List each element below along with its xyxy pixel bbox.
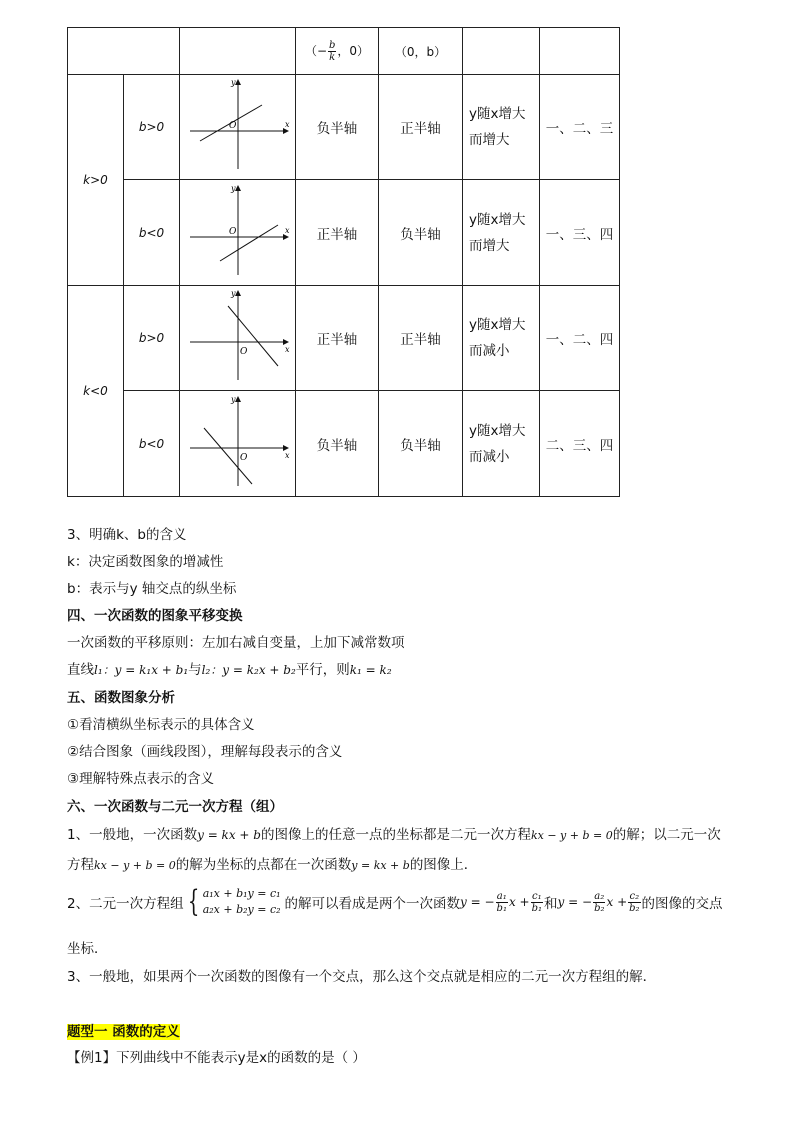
svg-text:y: y: [230, 183, 236, 193]
svg-text:O: O: [239, 347, 247, 357]
header-y-intercept: （0，b）: [379, 28, 463, 75]
linear-function-properties-table: [67, 27, 620, 497]
k-b-meaning-title: 3、明确k、b的含义: [67, 527, 187, 543]
b-label: b<0: [124, 391, 180, 497]
s6-point-3: 3、一般地，如果两个一次函数的图像有一个交点，那么这个交点就是相应的二元一次方程组的解．: [67, 969, 657, 985]
s6-point-2-line-1: 2、二元一次方程组 { a₁x + b₁y = c₁ a₂x + b₂y = c₂ 的解可以看成是两个一次函数 y = − $\frac{\text{a₁}}{\text{b₁}}$ x + $\frac{\text{c₁}}{\text{b₁}}$ 和 y = − $\frac{\text{a₂}}{\text{b₂}}$ x + $\frac{\text{c₂}}{\text{b₂}}$ 的图像的交点: [67, 884, 723, 919]
b-label: b<0: [124, 180, 180, 286]
k-meaning: k：决定函数图象的增减性: [67, 554, 224, 570]
translation-rule: 一次函数的平移原则：左加右减自变量，上加下减常数项: [67, 635, 405, 651]
svg-text:x: x: [284, 225, 290, 235]
section-6-title: 六、一次函数与二元一次方程（组）: [67, 799, 283, 815]
svg-text:x: x: [284, 345, 290, 354]
svg-text:O: O: [228, 226, 236, 237]
graph-cell: [180, 180, 296, 286]
b-meaning: b：表示与y 轴交点的纵坐标: [67, 581, 237, 597]
k-label-negative: k<0: [68, 286, 124, 497]
s6-point-1-line-2: 方程kx − y + b = 0的解为坐标的点都在一次函数y = kx + b的图像上．: [67, 857, 478, 873]
graph-cell: [180, 286, 296, 391]
s6-point-2-line-2: 坐标．: [67, 941, 108, 957]
header-cell-blank-1: [68, 28, 180, 75]
equation-system: { a₁x + b₁y = c₁ a₂x + b₂y = c₂: [187, 884, 281, 919]
quadrants: 二、三、四: [540, 391, 620, 497]
monotonicity: y随x增大 而减小: [463, 286, 540, 391]
s6-point-1-line-1: 1、一般地，一次函数y = kx + b的图像上的任意一点的坐标都是二元一次方程kx − y + b = 0的解；以二元一次: [67, 827, 721, 843]
graph-cell: [180, 391, 296, 497]
graph-cell: [180, 75, 296, 180]
svg-text:y: y: [230, 289, 236, 298]
section-5-title: 五、函数图象分析: [67, 690, 175, 706]
graph-k-pos-b-pos: [182, 75, 294, 175]
svg-text:O: O: [239, 452, 247, 463]
analysis-point-2: ②结合图象（画线段图），理解每段表示的含义: [67, 744, 343, 760]
header-cell-blank-4: [540, 28, 620, 75]
y-axis-intersection: 正半轴: [379, 286, 463, 391]
table-row: [68, 391, 620, 497]
quadrants: 一、三、四: [540, 180, 620, 286]
y-axis-intersection: 负半轴: [379, 180, 463, 286]
monotonicity: y随x增大 而增大: [463, 75, 540, 180]
graph-k-neg-b-pos: [182, 286, 294, 386]
k-label-positive: k>0: [68, 75, 124, 286]
topic-1-title: 题型一 函数的定义: [67, 1024, 180, 1040]
header-cell-blank-2: [180, 28, 296, 75]
analysis-point-3: ③理解特殊点表示的含义: [67, 771, 215, 787]
x-axis-intersection: 负半轴: [296, 391, 379, 497]
table-row: [68, 75, 620, 180]
y-axis-intersection: 正半轴: [379, 75, 463, 180]
quadrants: 一、二、三: [540, 75, 620, 180]
example-1-question: 【例1】下列曲线中不能表示y是x的函数的是（ ）: [67, 1050, 366, 1066]
monotonicity: y随x增大 而减小: [463, 391, 540, 497]
graph-k-pos-b-neg: [182, 181, 294, 281]
svg-text:O: O: [228, 121, 236, 131]
svg-text:x: x: [284, 450, 290, 460]
analysis-point-1: ①看清横纵坐标表示的具体含义: [67, 717, 255, 733]
svg-text:x: x: [284, 120, 290, 129]
x-axis-intersection: 正半轴: [296, 286, 379, 391]
svg-text:y: y: [230, 78, 236, 87]
graph-k-neg-b-neg: [182, 392, 294, 492]
b-label: b>0: [124, 75, 180, 180]
header-x-intercept: （− $\frac{b}{k}$ ，0）: [296, 28, 379, 75]
y-axis-intersection: 负半轴: [379, 391, 463, 497]
x-axis-intersection: 正半轴: [296, 180, 379, 286]
section-4-title: 四、一次函数的图象平移变换: [67, 608, 243, 624]
header-cell-blank-3: [463, 28, 540, 75]
parallel-condition: 直线l₁：y = k₁x + b₁与l₂：y = k₂x + b₂平行，则k₁ = k₂: [67, 662, 392, 678]
table-row: [68, 180, 620, 286]
monotonicity: y随x增大 而增大: [463, 180, 540, 286]
table-header-row: [68, 28, 620, 75]
svg-text:y: y: [230, 394, 236, 404]
quadrants: 一、二、四: [540, 286, 620, 391]
table-row: [68, 286, 620, 391]
x-axis-intersection: 负半轴: [296, 75, 379, 180]
b-label: b>0: [124, 286, 180, 391]
